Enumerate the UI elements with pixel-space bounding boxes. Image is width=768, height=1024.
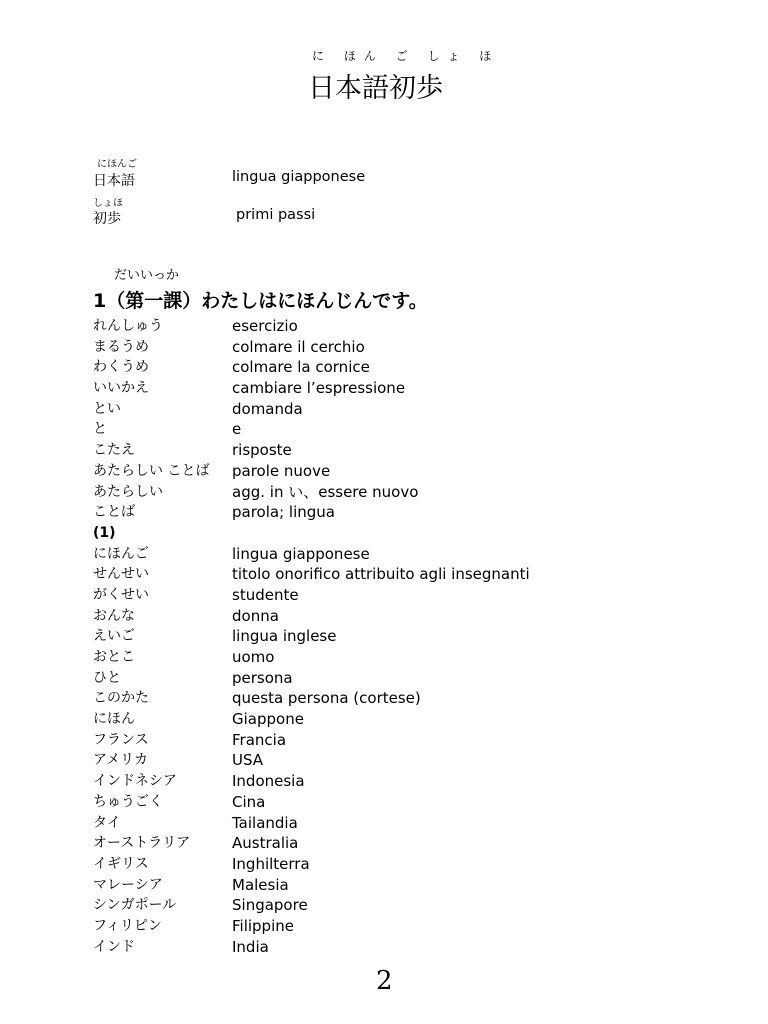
vocab-italian: esercizio bbox=[232, 317, 298, 335]
vocab-row bbox=[93, 730, 593, 751]
vocab-row bbox=[93, 419, 593, 440]
vocab-japanese: タイ bbox=[93, 814, 121, 831]
page-number: 2 bbox=[376, 966, 393, 996]
vocab-row bbox=[93, 626, 593, 647]
vocab-japanese: シンガポール bbox=[93, 897, 177, 914]
vocab-japanese: とい bbox=[93, 400, 121, 417]
vocab-italian: colmare il cerchio bbox=[232, 337, 365, 356]
vocab-italian: Indonesia bbox=[232, 772, 305, 791]
vocab-italian: donna bbox=[232, 606, 279, 625]
vocab-italian: Francia bbox=[232, 730, 287, 749]
vocab-row bbox=[93, 378, 593, 399]
page-title: 日本語初歩 bbox=[308, 73, 443, 104]
vocab-japanese: オーストラリア bbox=[93, 835, 191, 852]
vocab-italian: Tailandia bbox=[232, 813, 298, 832]
vocab-italian: parola; lingua bbox=[232, 503, 335, 522]
intro-furigana-1: にほんご bbox=[97, 159, 137, 170]
vocab-italian: lingua giapponese bbox=[232, 544, 370, 563]
vocab-row bbox=[93, 833, 593, 854]
vocab-italian: lingua inglese bbox=[232, 627, 337, 646]
vocab-row bbox=[93, 606, 593, 627]
intro-furigana-2: しょほ bbox=[93, 198, 123, 209]
vocab-japanese: アメリカ bbox=[93, 752, 149, 769]
vocab-italian: Inghilterra bbox=[232, 854, 310, 873]
vocab-italian: Australia bbox=[232, 834, 299, 853]
vocab-italian: titolo onorifico attribuito agli insegnanti bbox=[232, 565, 530, 584]
vocab-row bbox=[93, 316, 593, 337]
vocab-japanese: マレーシア bbox=[93, 876, 163, 893]
vocab-japanese: わくうめ bbox=[93, 359, 149, 376]
lesson-heading: 1（第一課）わたしはにほんじんです。 bbox=[93, 290, 428, 312]
vocab-italian: domanda bbox=[232, 399, 303, 418]
vocab-japanese: このかた bbox=[93, 690, 149, 707]
intro-meaning-1: lingua giapponese bbox=[232, 169, 366, 185]
intro-word-2: 初歩 bbox=[93, 211, 121, 227]
vocab-row bbox=[93, 502, 593, 523]
vocab-japanese: あたらしい ことば bbox=[93, 462, 210, 479]
vocab-italian: studente bbox=[232, 585, 299, 604]
vocab-italian: cambiare l’espressione bbox=[232, 379, 406, 398]
vocab-japanese: (1) bbox=[93, 524, 116, 541]
vocab-row bbox=[93, 399, 593, 420]
vocab-italian: agg. in い、essere nuovo bbox=[232, 482, 419, 501]
vocab-italian: persona bbox=[232, 668, 293, 687]
vocab-row bbox=[93, 709, 593, 730]
vocab-japanese: と bbox=[93, 421, 107, 438]
vocab-japanese: イギリス bbox=[93, 855, 149, 872]
vocab-row bbox=[93, 750, 593, 771]
vocab-row bbox=[93, 813, 593, 834]
vocab-row bbox=[93, 792, 593, 813]
vocab-italian: colmare la cornice bbox=[232, 358, 370, 377]
vocab-japanese: いいかえ bbox=[93, 380, 149, 397]
vocab-italian: risposte bbox=[232, 441, 292, 460]
vocab-row bbox=[93, 937, 593, 958]
vocab-row bbox=[93, 357, 593, 378]
vocab-italian: USA bbox=[232, 751, 264, 770]
vocab-italian: parole nuove bbox=[232, 461, 331, 480]
vocab-japanese: こたえ bbox=[93, 442, 135, 459]
vocab-italian: e bbox=[232, 420, 242, 439]
intro-meaning-2: primi passi bbox=[236, 207, 316, 223]
vocab-italian: questa persona (cortese) bbox=[232, 689, 421, 708]
vocab-row bbox=[93, 440, 593, 461]
vocab-row bbox=[93, 875, 593, 896]
vocab-japanese: ことば bbox=[93, 504, 135, 521]
vocab-italian: Filippine bbox=[232, 916, 294, 935]
vocab-italian: India bbox=[232, 937, 269, 956]
vocab-italian: uomo bbox=[232, 648, 275, 666]
vocab-italian: Cina bbox=[232, 792, 266, 811]
vocab-italian: Singapore bbox=[232, 896, 308, 915]
section-label bbox=[93, 523, 593, 544]
vocab-italian: Malesia bbox=[232, 875, 289, 894]
lesson-ruby: だいいっか bbox=[114, 268, 180, 283]
vocab-japanese: あたらしい bbox=[93, 483, 163, 500]
vocab-japanese: おんな bbox=[93, 607, 135, 624]
vocab-japanese: せんせい bbox=[93, 566, 149, 583]
vocab-row bbox=[93, 895, 593, 916]
vocab-japanese: インド bbox=[93, 938, 135, 955]
vocab-row bbox=[93, 337, 593, 358]
vocab-row bbox=[93, 564, 593, 585]
vocab-japanese: がくせい bbox=[93, 586, 149, 603]
vocab-row bbox=[93, 688, 593, 709]
vocab-row bbox=[93, 771, 593, 792]
vocab-row bbox=[93, 854, 593, 875]
vocab-japanese: れんしゅう bbox=[93, 318, 163, 334]
intro-word-1: 日本語 bbox=[93, 173, 135, 189]
vocab-row bbox=[93, 544, 593, 565]
title-furigana: に ほん ご しょ ほ bbox=[312, 49, 500, 63]
vocab-japanese: えいご bbox=[93, 628, 135, 645]
vocab-japanese: フィリピン bbox=[93, 917, 162, 934]
vocab-row bbox=[93, 482, 593, 503]
vocab-row bbox=[93, 461, 593, 482]
vocab-row bbox=[93, 916, 593, 937]
vocab-japanese: フランス bbox=[93, 731, 149, 748]
vocab-row bbox=[93, 668, 593, 689]
vocab-row bbox=[93, 585, 593, 606]
vocab-italian: Giappone bbox=[232, 710, 304, 729]
vocab-row bbox=[93, 647, 593, 668]
vocab-japanese: まるうめ bbox=[93, 338, 149, 355]
vocab-japanese: ちゅうごく bbox=[93, 793, 163, 810]
vocab-japanese: にほんご bbox=[93, 545, 149, 562]
vocab-japanese: おとこ bbox=[93, 649, 135, 665]
vocab-japanese: ひと bbox=[93, 669, 121, 686]
vocab-japanese: インドネシア bbox=[93, 773, 177, 790]
vocabulary-list bbox=[93, 316, 593, 957]
vocab-japanese: にほん bbox=[93, 711, 135, 728]
